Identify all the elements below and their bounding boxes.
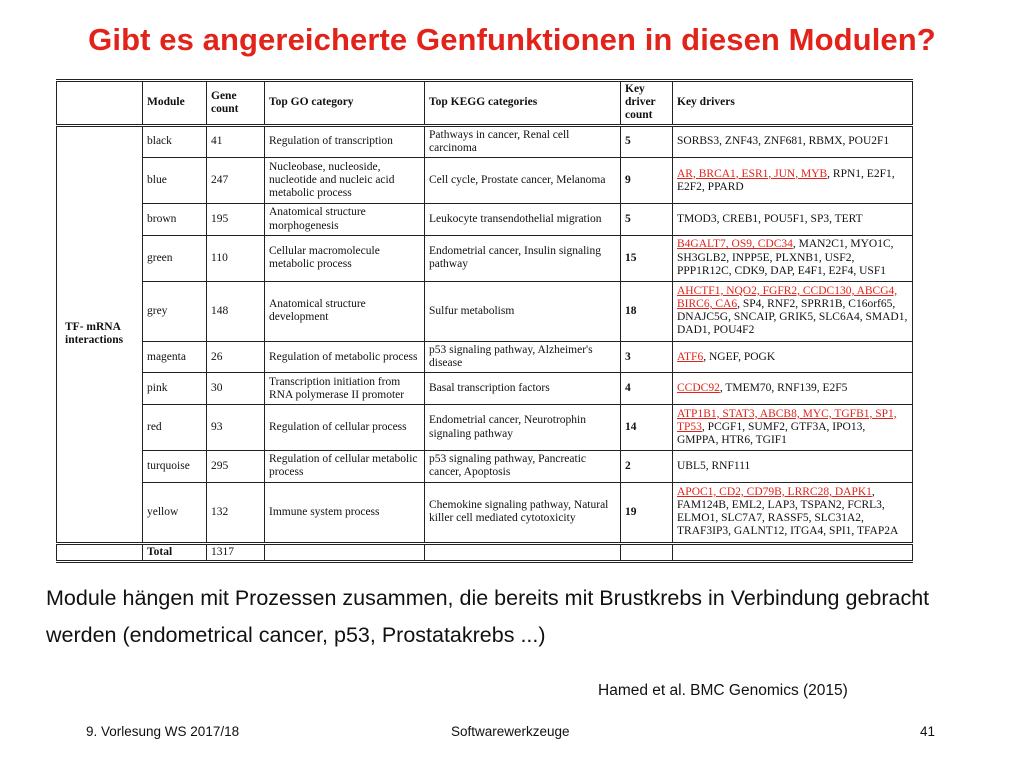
- table-row: [57, 450, 913, 482]
- drivers-black: TMOD3, CREB1, POU5F1, SP3, TERT: [677, 212, 863, 225]
- cell-kegg: Leukocyte transendothelial migration: [425, 204, 621, 236]
- cell-go: Regulation of metabolic process: [265, 341, 425, 373]
- cell-kdc: 5: [621, 204, 673, 236]
- table-row: [57, 204, 913, 236]
- footer-lecture: 9. Vorlesung WS 2017/18: [86, 724, 240, 739]
- module-table: [56, 79, 913, 563]
- total-label: Total: [143, 543, 207, 561]
- table-header-row: [57, 81, 913, 126]
- cell-kdc: 2: [621, 450, 673, 482]
- cell-gene-count: 247: [207, 158, 265, 204]
- header-top-kegg: Top KEGG categories: [425, 81, 621, 126]
- total-count: 1317: [207, 543, 265, 561]
- cell-kdc: 9: [621, 158, 673, 204]
- cell-drivers: [673, 204, 913, 236]
- drivers-black: , NGEF, POGK: [703, 350, 776, 363]
- drivers-red: CCDC92: [677, 382, 720, 395]
- total-empty-drivers: [673, 543, 913, 561]
- cell-module: yellow: [143, 482, 207, 543]
- cell-gene-count: 132: [207, 482, 265, 543]
- cell-kegg: p53 signaling pathway, Alzheimer's disease: [425, 341, 621, 373]
- cell-kegg: Endometrial cancer, Neurotrophin signaling pathway: [425, 405, 621, 451]
- table-row: [57, 281, 913, 341]
- header-gene-count: Gene count: [207, 81, 265, 126]
- drivers-red: APOC1, CD2, CD79B, LRRC28, DAPK1: [677, 485, 872, 498]
- drivers-red: B4GALT7, OS9, CDC34: [677, 238, 793, 251]
- cell-kdc: 4: [621, 373, 673, 405]
- drivers-black: UBL5, RNF111: [677, 459, 751, 472]
- cell-drivers: [673, 450, 913, 482]
- cell-gene-count: 148: [207, 281, 265, 341]
- total-empty-kegg: [425, 543, 621, 561]
- drivers-black: SORBS3, ZNF43, ZNF681, RBMX, POU2F1: [677, 135, 890, 148]
- cell-kegg: Pathways in cancer, Renal cell carcinoma: [425, 125, 621, 158]
- header-top-go: Top GO category: [265, 81, 425, 126]
- cell-module: green: [143, 235, 207, 281]
- drivers-red: ATP1B1, STAT3, ABCB8, MYC, TGFB1, SP1, TP53: [677, 407, 897, 433]
- header-key-driver-count: Key driver count: [621, 81, 673, 126]
- table-row: [57, 405, 913, 451]
- cell-kegg: Chemokine signaling pathway, Natural killer cell mediated cytotoxicity: [425, 482, 621, 543]
- cell-module: pink: [143, 373, 207, 405]
- table-row: [57, 235, 913, 281]
- drivers-black: , FAM124B, EML2, LAP3, TSPAN2, FCRL3, ELMO1, SLC7A7, RASSF5, SLC31A2, TRAF3IP3, GALNT12, ITGA4, SPI1, TFAP2A: [677, 485, 899, 538]
- slide-title: Gibt es angereicherte Genfunktionen in diesen Modulen?: [88, 22, 936, 57]
- cell-go: Regulation of cellular process: [265, 405, 425, 451]
- cell-gene-count: 295: [207, 450, 265, 482]
- cell-drivers: [673, 235, 913, 281]
- cell-kdc: 3: [621, 341, 673, 373]
- footer-page-number: 41: [920, 724, 936, 739]
- cell-go: Regulation of cellular metabolic process: [265, 450, 425, 482]
- cell-kdc: 15: [621, 235, 673, 281]
- drivers-black: , RPN1, E2F1, E2F2, PPARD: [677, 167, 895, 193]
- drivers-black: , TMEM70, RNF139, E2F5: [719, 382, 848, 395]
- cell-module: red: [143, 405, 207, 451]
- cell-kdc: 14: [621, 405, 673, 451]
- cell-module: brown: [143, 204, 207, 236]
- table-row: [57, 482, 913, 543]
- cell-kegg: Cell cycle, Prostate cancer, Melanoma: [425, 158, 621, 204]
- total-empty-go: [265, 543, 425, 561]
- cell-drivers: [673, 158, 913, 204]
- cell-module: turquoise: [143, 450, 207, 482]
- cell-gene-count: 41: [207, 125, 265, 158]
- cell-drivers: [673, 281, 913, 341]
- module-table-figure: [56, 79, 912, 563]
- cell-module: blue: [143, 158, 207, 204]
- header-key-drivers: Key drivers: [673, 81, 913, 126]
- drivers-black: , MAN2C1, MYO1C, SH3GLB2, INPP5E, PLXNB1, USF2, PPP1R12C, CDK9, DAP, E4F1, E2F4, USF1: [677, 238, 894, 277]
- cell-kegg: Endometrial cancer, Insulin signaling pathway: [425, 235, 621, 281]
- cell-go: Nucleobase, nucleoside, nucleotide and nucleic acid metabolic process: [265, 158, 425, 204]
- cell-go: Regulation of transcription: [265, 125, 425, 158]
- cell-kdc: 19: [621, 482, 673, 543]
- cell-kdc: 18: [621, 281, 673, 341]
- table-row: [57, 373, 913, 405]
- table-row: [57, 158, 913, 204]
- cell-kegg: Sulfur metabolism: [425, 281, 621, 341]
- side-label: TF- mRNA interactions: [57, 125, 143, 543]
- total-empty-kdc: [621, 543, 673, 561]
- cell-go: Anatomical structure morphogenesis: [265, 204, 425, 236]
- total-row: [57, 543, 913, 561]
- cell-go: Cellular macromolecule metabolic process: [265, 235, 425, 281]
- cell-gene-count: 195: [207, 204, 265, 236]
- cell-module: grey: [143, 281, 207, 341]
- cell-gene-count: 93: [207, 405, 265, 451]
- slide-body-text: Module hängen mit Prozessen zusammen, die bereits mit Brustkrebs in Verbindung gebracht werden (endometrical cancer, p53, Prostatakrebs ...): [46, 586, 930, 647]
- cell-drivers: [673, 482, 913, 543]
- cell-go: Transcription initiation from RNA polymerase II promoter: [265, 373, 425, 405]
- table-body: [57, 125, 913, 543]
- cell-drivers: [673, 405, 913, 451]
- cell-go: Immune system process: [265, 482, 425, 543]
- table-row: [57, 125, 913, 158]
- header-blank: [57, 81, 143, 126]
- drivers-red: AHCTF1, NQO2, FGFR2, CCDC130, ABCG4, BIRC6, CA6: [677, 284, 898, 311]
- cell-kdc: 5: [621, 125, 673, 158]
- drivers-black: , SP4, RNF2, SPRR1B, C16orf65, DNAJC5G, SNCAIP, GRIK5, SLC6A4, SMAD1, DAD1, POU4F2: [677, 298, 908, 337]
- citation: Hamed et al. BMC Genomics (2015): [598, 682, 848, 699]
- cell-kegg: p53 signaling pathway, Pancreatic cancer, Apoptosis: [425, 450, 621, 482]
- header-module: Module: [143, 81, 207, 126]
- cell-gene-count: 26: [207, 341, 265, 373]
- drivers-red: ATF6: [677, 350, 704, 363]
- cell-module: magenta: [143, 341, 207, 373]
- cell-kegg: Basal transcription factors: [425, 373, 621, 405]
- cell-drivers: [673, 125, 913, 158]
- cell-drivers: [673, 373, 913, 405]
- drivers-black: , PCGF1, SUMF2, GTF3A, IPO13, GMPPA, HTR6, TGIF1: [677, 420, 866, 447]
- cell-drivers: [673, 341, 913, 373]
- cell-go: Anatomical structure development: [265, 281, 425, 341]
- cell-gene-count: 110: [207, 235, 265, 281]
- cell-gene-count: 30: [207, 373, 265, 405]
- total-blank: [57, 543, 143, 561]
- drivers-red: AR, BRCA1, ESR1, JUN, MYB: [677, 167, 828, 180]
- footer-course: Softwarewerkzeuge: [451, 724, 570, 739]
- cell-module: black: [143, 125, 207, 158]
- table-row: [57, 341, 913, 373]
